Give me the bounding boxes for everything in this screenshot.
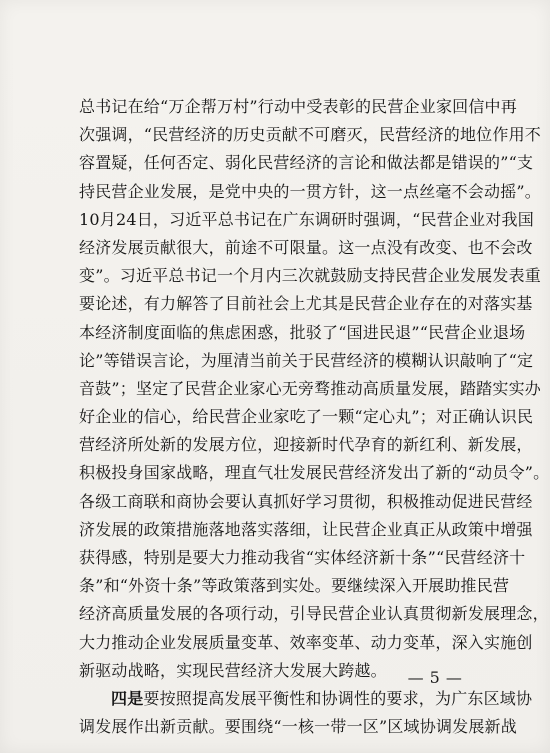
text-line-12: 好企业的信心，给民营企业家吃了一颗“定心丸”；对正确认识民 bbox=[79, 407, 534, 427]
paragraph-four-second-line: 调发展作出新贡献。要围绕“一核一带一区”区域协调发展新战 bbox=[79, 717, 517, 737]
text-line-3: 容置疑，任何否定、弱化民营经济的言论和做法都是错误的”“支 bbox=[79, 153, 534, 173]
text-line-17: 获得感，特别是要大力推动我省“实体经济新十条”“民营经济十 bbox=[79, 548, 526, 567]
text-line-2: 次强调，“民营经济的历史贡献不可磨灭，民营经济的地位作用不 bbox=[79, 125, 541, 145]
text-line-11: 音鼓”；坚定了民营企业家心无旁骛推动高质量发展，踏踏实实办 bbox=[79, 378, 541, 398]
page-number: — 5 — bbox=[407, 668, 463, 687]
document-body bbox=[79, 93, 550, 741]
paragraph-four-heading: 四是 bbox=[111, 688, 144, 708]
text-line-6: 经济发展贡献很大，前途不可限量。这一点没有改变、也不会改 bbox=[79, 237, 533, 257]
text-line-8: 要论述，有力解答了目前社会上尤其是民营企业存在的对落实基 bbox=[79, 294, 533, 314]
text-line-21: 新驱动战略，实现民营经济大发展大跨越。 bbox=[79, 660, 387, 680]
text-line-15: 各级工商联和商协会要认真抓好学习贯彻，积极推动促进民营经 bbox=[79, 491, 533, 511]
text-line-10: 论”等错误言论，为厘清当前关于民营经济的模糊认识敲响了“定 bbox=[79, 350, 534, 370]
text-line-9: 本经济制度面临的焦虑困惑，批驳了“国进民退”“民营企业退场 bbox=[79, 322, 526, 342]
text-line-4: 持民营企业发展，是党中央的一贯方针，这一点丝毫不会动摇”。 bbox=[79, 181, 541, 201]
text-line-13: 营经济所处新的发展方位，迎接新时代孕育的新红利、新发展， bbox=[79, 435, 533, 455]
paragraph-four-first-line bbox=[79, 685, 533, 713]
text-line-19: 经济高质量发展的各项行动，引导民营企业认真贯彻新发展理念， bbox=[79, 604, 549, 624]
text-line-14: 积极投身国家战略，理直气壮发展民营经济发出了新的“动员令”。 bbox=[79, 463, 550, 483]
text-line-7: 变”。习近平总书记一个月内三次就鼓励支持民营企业发展发表重 bbox=[79, 266, 541, 286]
text-line-1: 总书记在给“万企帮万村”行动中受表彰的民营企业家回信中再 bbox=[79, 97, 517, 116]
text-line-20: 大力推动企业发展质量变革、效率变革、动力变革，深入实施创 bbox=[79, 632, 533, 652]
text-line-5: 10月24日，习近平总书记在广东调研时强调，“民营企业对我国 bbox=[79, 209, 534, 229]
paragraph-four-first-line-text: 要按照提高发展平衡性和协调性的要求，为广东区域协 bbox=[143, 688, 533, 708]
text-line-16: 济发展的政策措施落地落实落细，让民营企业真正从政策中增强 bbox=[79, 519, 533, 539]
text-line-18: 条”和“外资十条”等政策落到实处。要继续深入开展助推民营 bbox=[79, 576, 510, 596]
